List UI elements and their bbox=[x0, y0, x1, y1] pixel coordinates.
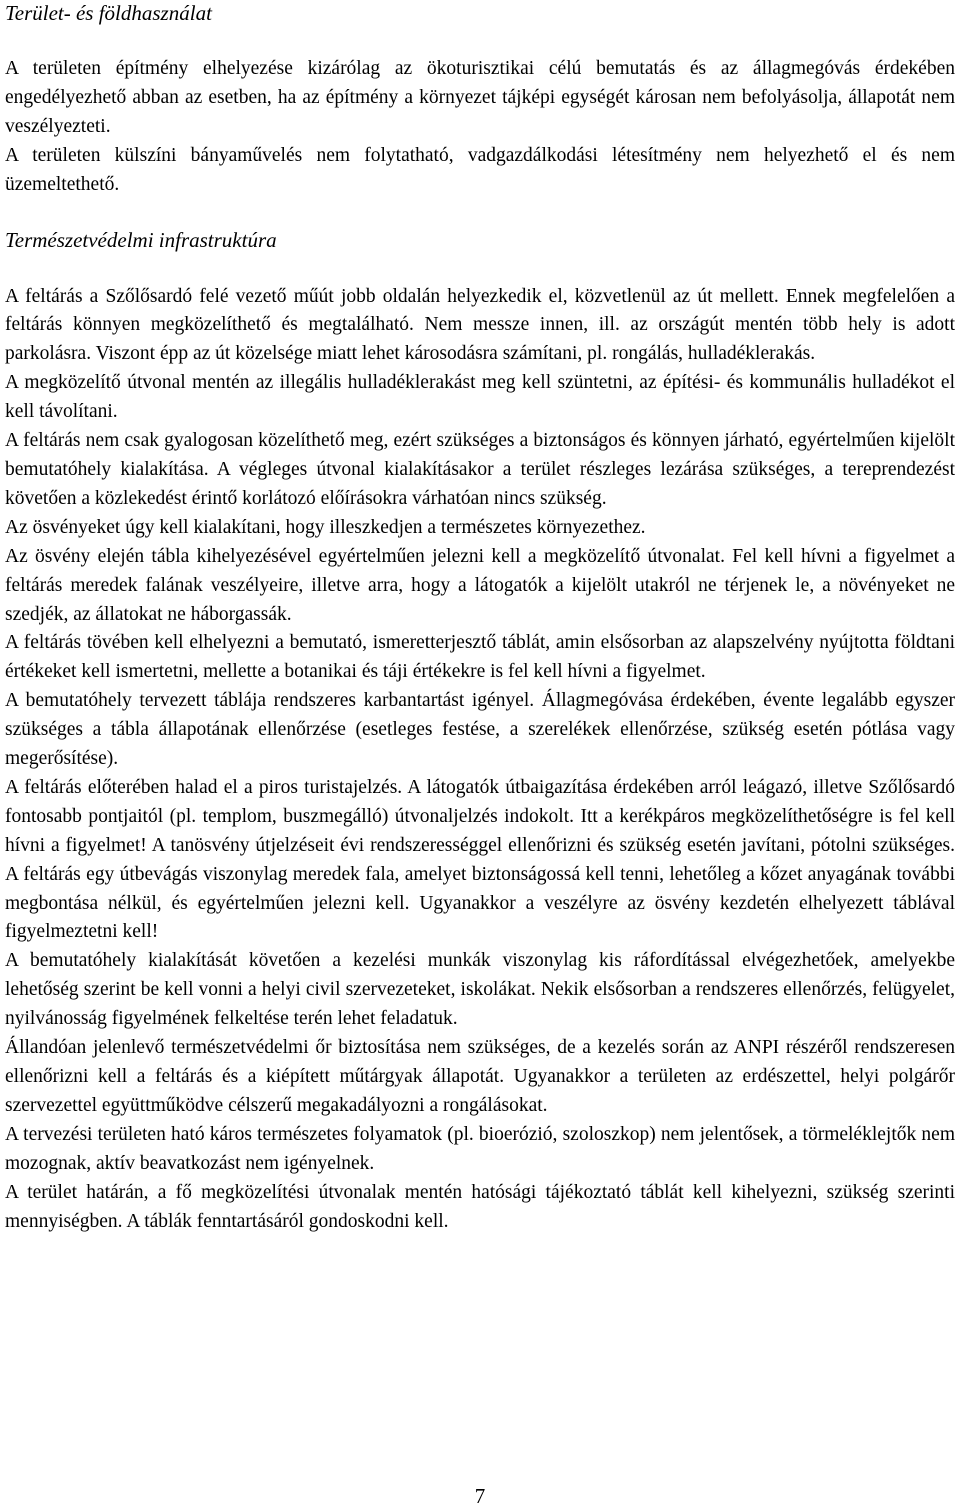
paragraph: A bemutatóhely tervezett táblája rendszeres karbantartást igényel. Állagmegóvása érdekében, évente legalább egyszer szükséges a tábla állapotának ellenőrzése (esetleges festése, a szerelékek ellenőrzése, szükség esetén pótlása vagy megerősítése). bbox=[5, 690, 955, 770]
page-number: 7 bbox=[474, 1484, 486, 1508]
document-page bbox=[5, 0, 955, 1236]
paragraph: A feltárás nem csak gyalogosan közelíthető meg, ezért szükséges a biztonságos és könnyen járható, egyértelműen kijelölt bemutatóhely kialakítása. A végleges útvonal kialakításakor a terület részleges lezárása szükséges, a tereprendezést követően a közlekedést érintő korlátozó előírásokra várhatóan nincs szükség. bbox=[5, 430, 955, 509]
section-land-use bbox=[5, 55, 955, 200]
paragraph: A feltárás a Szőlősardó felé vezető műút jobb oldalán helyezkedik el, közvetlenül az út mellett. Ennek megfelelően a feltárás könnyen megközelíthető és megtalálható. Nem messze innen, ill. az országút mentén több hely is adott parkolásra. Viszont épp az út közelsége miatt lehet károsodásra számítani, pl. rongálás, hulladéklerakás. bbox=[5, 285, 955, 365]
paragraph: A feltárás előterében halad el a piros turistajelzés. A látogatók útbaigazítása érdekében arról leágazó, illetve Szőlősardó fontosabb pontjaitól (pl. templom, buszmegálló) útvonaljelzés indokolt. Itt a kerékpáros megközelíthetőségre is fel kell hívni a figyelmet! A tanösvény útjelzéseit évi rendszerességgel ellenőrizni és szükség esetén javítani, pótolni szükséges. A feltárás egy útbevágás viszonylag meredek fala, amelyet biztonságossá kell tenni, lehetőleg a kőzet anyagának további megbontása nélkül, és egyértelműen jelezni kell. Ugyanakkor a veszélyre az ösvény kezdetén elhelyezett táblával figyelmeztetni kell! bbox=[5, 776, 955, 943]
paragraph: A terület határán, a fő megközelítési útvonalak mentén hatósági tájékoztató táblát kell kihelyezni, szükség szerinti mennyiségben. A táblák fenntartásáról gondoskodni kell. bbox=[5, 1181, 955, 1232]
section-heading-infrastructure: Természetvédelmi infrastruktúra bbox=[5, 227, 277, 252]
paragraph: Az ösvény elején tábla kihelyezésével egyértelműen jelezni kell a megközelítő útvonalat. Fel kell hívni a figyelmet a feltárás meredek falának veszélyeire, illetve arra, hogy a látogatók a kijelölt utakról ne térjenek le, a növényeket ne szedjék, az állatokat ne háborgassák. bbox=[5, 545, 955, 625]
paragraph: A tervezési területen ható káros természetes folyamatok (pl. bioerózió, szoloszkop) nem jelentősek, a törmeléklejtők nem mozognak, aktív beavatkozást nem igényelnek. bbox=[5, 1123, 955, 1174]
paragraph: A feltárás tövében kell elhelyezni a bemutató, ismeretterjesztő táblát, amin elsősorban az alapszelvény nyújtotta földtani értékeket kell ismertetni, mellette a botanikai és táji értékekre is fel kell hívni a figyelmet. bbox=[5, 632, 955, 683]
section-infrastructure bbox=[5, 283, 955, 1237]
paragraph: Állandóan jelenlevő természetvédelmi őr biztosítása nem szükséges, de a kezelés során az ANPI részéről rendszeresen ellenőrizni kell a feltárás és a kiépített műtárgyak állapotát. Ugyanakkor a területen az erdészettel, helyi polgárőr szervezettel együttműködve célszerű megakadályozni a rongálásokat. bbox=[5, 1037, 955, 1116]
paragraph: A megközelítő útvonal mentén az illegális hulladéklerakást meg kell szüntetni, az építési- és kommunális hulladékot el kell távolítani. bbox=[5, 372, 955, 423]
section-heading-land-use: Terület- és földhasználat bbox=[5, 1, 212, 25]
paragraph: Az ösvényeket úgy kell kialakítani, hogy illeszkedjen a természetes környezethez. bbox=[5, 516, 646, 538]
paragraph: A területen építmény elhelyezése kizárólag az ökoturisztikai célú bemutatás és az állagmegóvás érdekében engedélyezhető abban az esetben, ha az építmény a környezet tájképi egységét károsan nem befolyásolja, állapotát nem veszélyezteti. bbox=[5, 58, 955, 137]
paragraph: A területen külszíni bányaművelés nem folytatható, vadgazdálkodási létesítmény nem helyezhető el és nem üzemeltethető. bbox=[5, 144, 955, 195]
paragraph: A bemutatóhely kialakítását követően a kezelési munkák viszonylag kis ráfordítással elvégezhetőek, amelyekbe lehetőség szerint be kell vonni a helyi civil szervezeteket, iskolákat. Nekik elsősorban a rendszeres ellenőrzés, felügyelet, nyilvánosság figyelmének felkeltése terén lehet feladatuk. bbox=[5, 950, 955, 1030]
